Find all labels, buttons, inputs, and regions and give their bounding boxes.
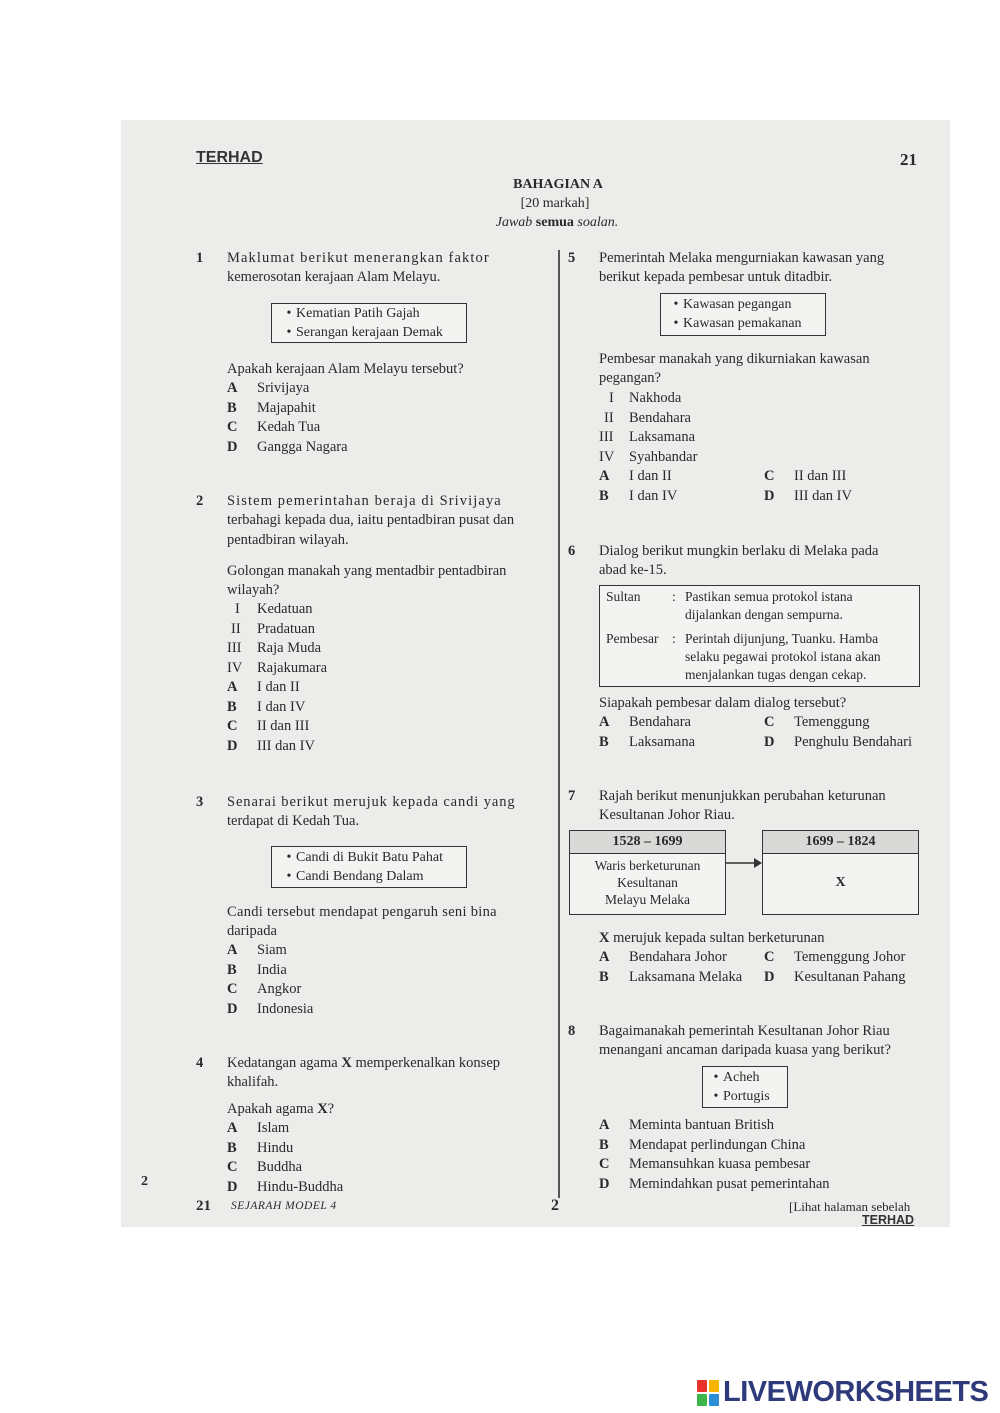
q7-option-d[interactable]: D Kesultanan Pahang	[764, 968, 906, 985]
footer-next-page: [Lihat halaman sebelah	[789, 1199, 911, 1214]
q6-options	[599, 713, 929, 752]
q7-stem-2: Kesultanan Johor Riau.	[599, 807, 735, 823]
q5-box-item: • Kawasan pemakanan	[669, 315, 825, 334]
q2-option-d[interactable]: D III dan IV	[227, 737, 315, 754]
q7-option-b[interactable]: B Laksamana Melaka	[599, 968, 743, 985]
q6-dialog-box	[599, 585, 920, 687]
q7-question: X merujuk kepada sultan berketurunan	[599, 930, 825, 946]
q5-option-c[interactable]: C II dan III	[764, 468, 847, 484]
q1-stem-1: Maklumat berikut menerangkan faktor	[227, 250, 490, 266]
q7-left-body: Waris berketurunan Kesultanan Melayu Melaka	[594, 858, 701, 907]
q2-option-b[interactable]: B I dan IV	[227, 698, 306, 715]
q7-right-period: 1699 – 1824	[763, 831, 918, 854]
q8-box-item: • Acheh	[709, 1069, 787, 1088]
q2-item: IV Rajakumara	[227, 659, 328, 676]
q5-question-1: Pembesar manakah yang dikurniakan kawasan	[599, 351, 870, 367]
section-title: BAHAGIAN A	[513, 177, 603, 192]
q6-dialog-pembesar: Pembesar : Perintah dijunjung, Tuanku. Hamba selaku pegawai protokol istana akan menjalankan tugas dengan cekap.	[606, 631, 881, 682]
footer-terhad: TERHAD	[862, 1213, 915, 1227]
q8-option-b[interactable]: B Mendapat perlindungan China	[599, 1136, 806, 1153]
q4-question: Apakah agama X?	[227, 1101, 335, 1117]
q7-right-box	[762, 830, 919, 915]
q6-stem-1: Dialog berikut mungkin berlaku di Melaka pada	[599, 543, 879, 559]
q1-option-b[interactable]: B Majapahit	[227, 399, 316, 416]
q4-stem-2: khalifah.	[227, 1074, 279, 1090]
q3-stem-2: terdapat di Kedah Tua.	[227, 813, 360, 829]
q6-options-row	[599, 713, 929, 733]
q7-stem-1: Rajah berikut menunjukkan perubahan keturunan	[599, 788, 886, 804]
q5-question-2: pegangan?	[599, 370, 661, 386]
q1-box-item: • Kematian Patih Gajah	[282, 305, 466, 324]
q1-info-box	[271, 303, 467, 343]
footer-book-title: SEJARAH MODEL 4	[231, 1200, 337, 1212]
q3-options	[227, 941, 313, 1019]
q6-dialog-sultan: Sultan : Pastikan semua protokol istana dijalankan dengan sempurna.	[606, 589, 853, 622]
q8-option-c[interactable]: C Memansuhkan kuasa pembesar	[599, 1156, 811, 1172]
q4-stem-1: Kedatangan agama X memperkenalkan konsep	[227, 1055, 500, 1071]
q3-question-1: Candi tersebut mendapat pengaruh seni bina	[227, 904, 497, 920]
section-marks: [20 markah]	[520, 196, 590, 211]
q6-number: 6	[568, 543, 576, 559]
q7-number: 7	[568, 788, 576, 804]
q2-option-c[interactable]: C II dan III	[227, 718, 310, 734]
q7-option-a[interactable]: A Bendahara Johor	[599, 949, 727, 965]
q1-option-d[interactable]: D Gangga Nagara	[227, 438, 348, 455]
q3-stem-1: Senarai berikut merujuk kepada candi yang	[227, 794, 516, 810]
q7-options-row	[599, 948, 929, 968]
q7-options	[599, 948, 929, 987]
q5-number: 5	[568, 250, 576, 266]
q3-info-box	[271, 846, 467, 888]
q7-options-row	[599, 968, 929, 988]
q2-question-1: Golongan manakah yang mentadbir pentadbiran	[227, 563, 507, 579]
q1-number: 1	[196, 250, 204, 266]
q3-question-2: daripada	[227, 923, 277, 939]
q8-option-d[interactable]: D Memindahkan pusat pemerintahan	[599, 1175, 830, 1192]
q2-option-a[interactable]: A I dan II	[227, 679, 300, 695]
q2-item: III Raja Muda	[227, 640, 322, 656]
q2-stem-2: terbahagi kepada dua, iaitu pentadbiran pusat dan	[227, 512, 515, 528]
q8-number: 8	[568, 1023, 576, 1039]
q7-right-body: X	[835, 875, 846, 890]
q3-box-item: • Candi di Bukit Batu Pahat	[282, 849, 466, 868]
margin-page-number: 2	[141, 1174, 148, 1189]
column-divider	[558, 250, 560, 1198]
q4-options	[227, 1119, 343, 1197]
q2-item: I Kedatuan	[235, 601, 313, 617]
q2-items	[227, 600, 327, 756]
q5-item: IV Syahbandar	[599, 448, 698, 465]
liveworksheets-wordmark: LIVEWORKSHEETS	[723, 1376, 989, 1408]
q6-option-c[interactable]: C Temenggung	[764, 714, 870, 730]
q5-item: I Nakhoda	[609, 390, 682, 406]
q5-stem-1: Pemerintah Melaka mengurniakan kawasan yang	[599, 250, 885, 266]
q2-item: II Pradatuan	[231, 620, 315, 637]
q8-stem-2: menangani ancaman daripada kuasa yang berikut?	[599, 1042, 891, 1058]
q1-option-a[interactable]: A Srivijaya	[227, 380, 310, 396]
q3-number: 3	[196, 794, 204, 810]
q6-option-b[interactable]: B Laksamana	[599, 733, 696, 750]
q7-arrow-icon	[726, 857, 762, 869]
q4-number: 4	[196, 1055, 204, 1071]
q6-option-a[interactable]: A Bendahara	[599, 714, 691, 730]
q2-question-2: wilayah?	[227, 582, 280, 598]
q3-option-d[interactable]: D Indonesia	[227, 1000, 314, 1017]
q5-option-d[interactable]: D III dan IV	[764, 487, 852, 504]
q6-option-d[interactable]: D Penghulu Bendahari	[764, 733, 912, 750]
q3-option-b[interactable]: B India	[227, 961, 287, 978]
q6-question: Siapakah pembesar dalam dialog tersebut?	[599, 695, 847, 711]
q5-box-item: • Kawasan pegangan	[669, 296, 825, 315]
q4-option-c[interactable]: C Buddha	[227, 1159, 303, 1175]
section-instruction: Jawab semua soalan.	[495, 215, 619, 230]
q8-info-box	[702, 1066, 788, 1108]
q1-box-item: • Serangan kerajaan Demak	[282, 324, 466, 343]
q3-option-a[interactable]: A Siam	[227, 942, 287, 958]
q5-options-row	[599, 467, 929, 487]
footer-center-number: 2	[551, 1197, 559, 1214]
q2-stem-1: Sistem pemerintahan beraja di Srivijaya	[227, 493, 502, 509]
q7-left-box	[569, 830, 726, 915]
q5-item: III Laksamana	[599, 429, 696, 445]
q7-option-c[interactable]: C Temenggung Johor	[764, 949, 906, 965]
q4-option-a[interactable]: A Islam	[227, 1120, 290, 1136]
q1-stem-2: kemerosotan kerajaan Alam Melayu.	[227, 269, 441, 285]
terhad-header: TERHAD	[196, 149, 263, 166]
q5-stem-2: berikut kepada pembesar untuk ditadbir.	[599, 269, 833, 285]
liveworksheets-logo	[697, 1376, 993, 1410]
q1-option-c[interactable]: C Kedah Tua	[227, 419, 321, 435]
footer-left-number: 21	[196, 1198, 211, 1214]
q5-item: II Bendahara	[604, 409, 691, 426]
q6-stem-2: abad ke-15.	[599, 562, 667, 578]
q4-option-d[interactable]: D Hindu-Buddha	[227, 1178, 344, 1195]
q3-option-c[interactable]: C Angkor	[227, 981, 302, 997]
q8-stem-1: Bagaimanakah pemerintah Kesultanan Johor Riau	[599, 1023, 890, 1039]
q5-info-box	[660, 293, 826, 336]
q5-items	[599, 389, 929, 506]
q2-stem-3: pentadbiran wilayah.	[227, 532, 349, 548]
q2-number: 2	[196, 493, 204, 509]
q3-box-item: • Candi Bendang Dalam	[282, 868, 466, 887]
q5-options-row	[599, 487, 929, 507]
page-number: 21	[900, 150, 917, 169]
q8-option-a[interactable]: A Meminta bantuan British	[599, 1117, 774, 1133]
q1-question: Apakah kerajaan Alam Melayu tersebut?	[227, 361, 464, 377]
q4-option-b[interactable]: B Hindu	[227, 1139, 294, 1156]
q6-options-row	[599, 733, 929, 753]
liveworksheets-grid-icon	[697, 1380, 719, 1406]
q8-box-item: • Portugis	[709, 1088, 787, 1107]
q7-left-period: 1528 – 1699	[570, 831, 725, 854]
q5-option-b[interactable]: B I dan IV	[599, 487, 678, 504]
q5-option-a[interactable]: A I dan II	[599, 468, 672, 484]
q8-options	[599, 1116, 830, 1194]
q1-options	[227, 379, 348, 457]
